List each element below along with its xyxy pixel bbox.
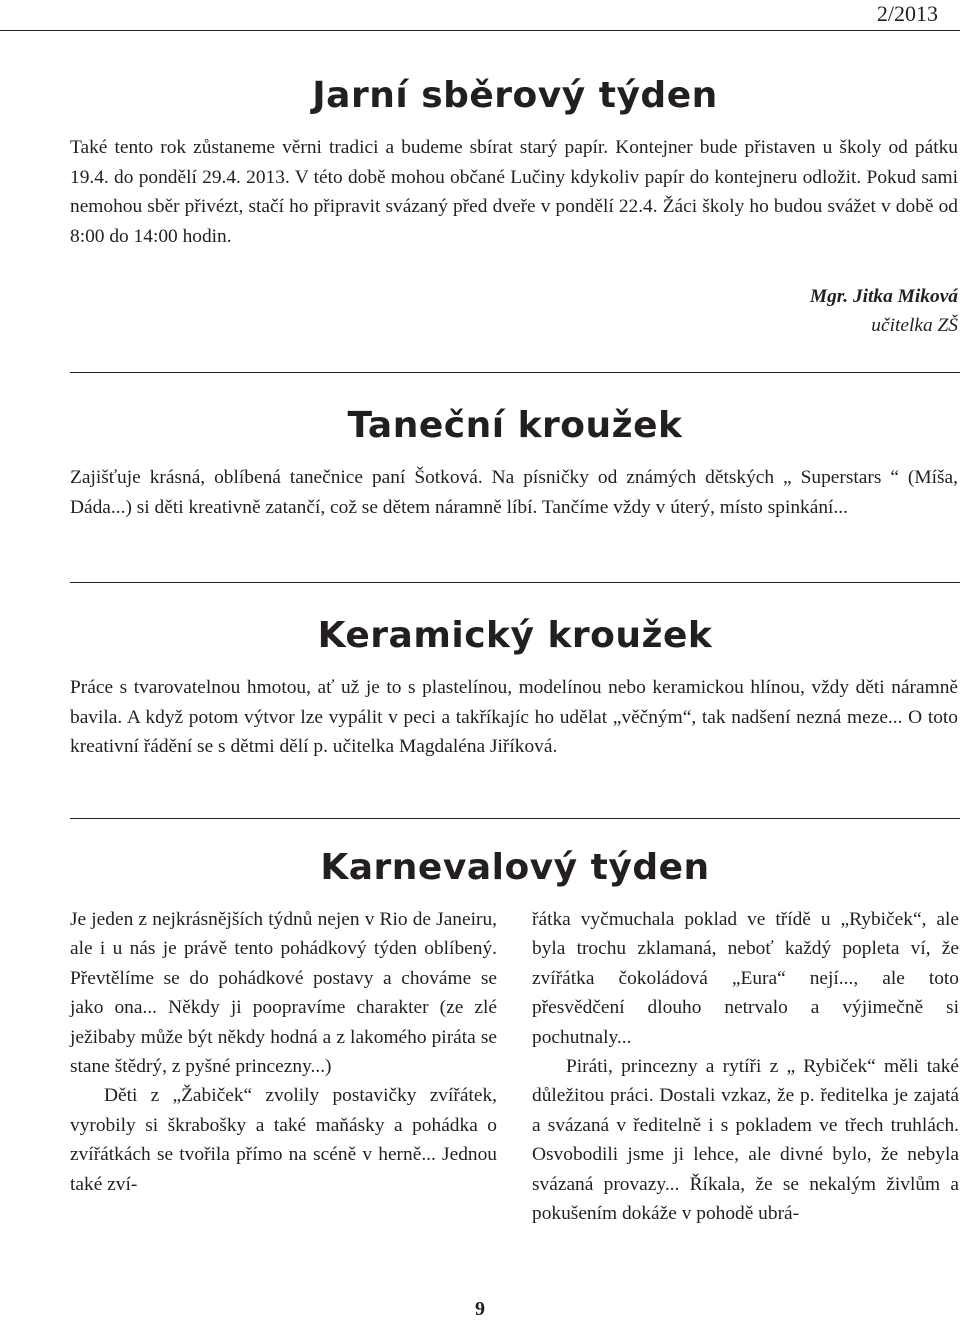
signature-name: Mgr. Jitka Miková	[809, 286, 958, 307]
paragraph: Děti z „Žabiček“ zvolily postavičky zvířátek, vyrobily si škrabošky a také maňásky a pohádka o zvířátkách se tvořila přímo na scéně v herně... Jednou také zví-	[70, 1085, 497, 1195]
issue-number: 2/2013	[876, 1, 938, 26]
section-title-karnevalovy: Karnevalový týden	[320, 847, 710, 888]
section-divider	[70, 818, 960, 819]
column-left	[70, 905, 497, 1199]
section-divider	[70, 582, 960, 583]
signature-role: učitelka ZŠ	[871, 315, 958, 336]
column-right	[532, 905, 959, 1228]
section-text-keramicky: Práce s tvarovatelnou hmotou, ať už je to s plastelínou, modelínou nebo keramickou hlínou, vždy děti náramně bavila. A když potom výtvor lze vypálit v peci a takříkajíc ho udělat „věčným“, tak nadšení nezná meze... O toto kreativní řádění se s dětmi dělí p. učitelka Magdaléna Jiříková.	[70, 677, 958, 757]
section-title-tanecni: Taneční kroužek	[347, 405, 683, 446]
section-text-jarni: Také tento rok zůstaneme věrni tradici a budeme sbírat starý papír. Kontejner bude přistaven u školy od pátku 19.4. do pondělí 29.4. 2013. V této době mohou občané Lučiny kdykoliv papír do kontejneru odložit. Pokud sami nemohou sběr přivézt, stačí ho připravit svázaný před dveře v pondělí 22.4. Žáci školy ho budou svážet v době od 8:00 do 14:00 hodin.	[70, 137, 958, 247]
section-title-keramicky: Keramický kroužek	[317, 615, 713, 656]
section-title-jarni: Jarní sběrový týden	[312, 75, 718, 116]
paragraph: řátka vyčmuchala poklad ve třídě u „Rybiček“, ale byla trochu zklamaná, neboť každý popleta ví, že zvířátka čokoládová „Eura“ nejí..., ale toto přesvědčení dlouho netrvalo a výjimečně si pochutnaly...	[532, 909, 959, 1048]
section-text-tanecni: Zajišťuje krásná, oblíbená tanečnice paní Šotková. Na písničky od známých dětských „ Superstars “ (Míša, Dáda...) si děti kreativně zatančí, což se dětem náramně líbí. Tančíme vždy v úterý, místo spinkání...	[70, 467, 958, 518]
header-divider	[0, 30, 960, 31]
page-number: 9	[475, 1298, 485, 1320]
signature	[810, 282, 958, 340]
section-divider	[70, 372, 960, 373]
paragraph: Piráti, princezny a rytíři z „ Rybiček“ měli také důležitou práci. Dostali vzkaz, že p. ředitelka je zajatá a svázaná v ředitelně i s pokladem ve třech truhlách. Osvobodili jsme ji lehce, ale divné bylo, že nebyla svázaná provazy... Říkala, že se nekalým živlům a pokušením dokáže v pohodě ubrá-	[532, 1056, 959, 1225]
paragraph: Je jeden z nejkrásnějších týdnů nejen v Rio de Janeiru, ale i u nás je právě tento pohádkový týden oblíbený. Převtělíme se do pohádkové postavy a chováme se jako ona... Někdy ji poopravíme charakter (ze zlé ježibaby může být někdy hodná a z lakomého piráta se stane štědrý, z pyšné princezny...)	[70, 909, 497, 1078]
